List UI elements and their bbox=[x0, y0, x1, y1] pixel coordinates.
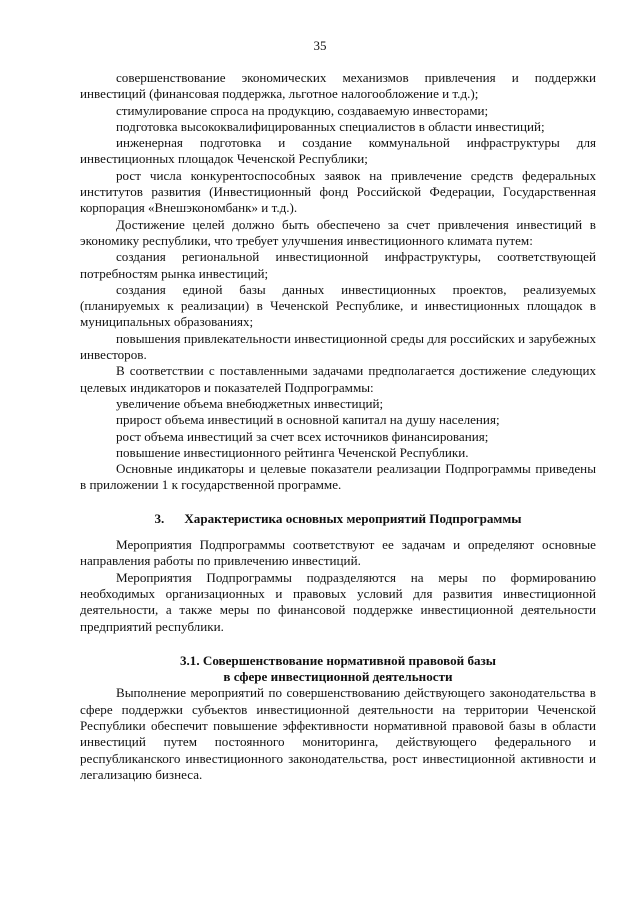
paragraph: В соответствии с поставленными задачами предполагается достижение следующих целевых индикаторов и показателей Подпрограммы: bbox=[80, 363, 596, 395]
paragraph: Мероприятия Подпрограммы подразделяются на меры по формированию необходимых организационных и правовых условий для развития инвестиционной деятельности, а также меры по финансовой поддержке инвестиционной деятельности предприятий республики. bbox=[80, 569, 596, 634]
section-3-1-heading bbox=[80, 653, 596, 686]
paragraph: создания единой базы данных инвестиционных проектов, реализуемых (планируемых к реализации) в Чеченской Республике, и инвестиционных площадок в муниципальных образованиях; bbox=[80, 281, 596, 330]
paragraph: Достижение целей должно быть обеспечено за счет привлечения инвестиций в экономику республики, что требует улучшения инвестиционного климата путем: bbox=[80, 216, 596, 248]
paragraph: создания региональной инвестиционной инфраструктуры, соответствующей потребностям рынка инвестиций; bbox=[80, 249, 596, 281]
section-3-number: 3. bbox=[154, 510, 165, 526]
paragraph: рост числа конкурентоспособных заявок на привлечение средств федеральных институтов развития (Инвестиционный фонд Российской Федерации, Государственная корпорация «Внешэкономбанк» и т.д.). bbox=[80, 167, 596, 216]
section-3-1-title-line1: 3.1. Совершенствование нормативной правовой базы bbox=[179, 652, 497, 668]
paragraph: инженерная подготовка и создание коммунальной инфраструктуры для инвестиционных площадок Чеченской Республики; bbox=[80, 135, 596, 167]
section-3-1-title-line2: в сфере инвестиционной деятельности bbox=[223, 669, 453, 685]
document-body bbox=[80, 70, 596, 783]
paragraph: стимулирование спроса на продукцию, создаваемую инвесторами; bbox=[116, 102, 489, 118]
paragraph: рост объема инвестиций за счет всех источников финансирования; bbox=[116, 428, 489, 444]
paragraph: подготовка высококвалифицированных специалистов в области инвестиций; bbox=[116, 118, 545, 134]
section-3-title: Характеристика основных мероприятий Подпрограммы bbox=[184, 510, 522, 526]
paragraph: Мероприятия Подпрограммы соответствуют ее задачам и определяют основные направления работы по привлечению инвестиций. bbox=[80, 537, 596, 569]
paragraph: повышение инвестиционного рейтинга Чеченской Республики. bbox=[116, 444, 469, 460]
section-3-heading bbox=[80, 511, 596, 527]
paragraph: прирост объема инвестиций в основной капитал на душу населения; bbox=[116, 412, 500, 428]
paragraph: повышения привлекательности инвестиционной среды для российских и зарубежных инвесторов. bbox=[80, 330, 596, 363]
paragraph: Выполнение мероприятий по совершенствованию действующего законодательства в сфере поддержки субъектов инвестиционной деятельности на территории Чеченской Республики обеспечит повышение эффективности нормативной правовой базы в области инвестиций путем постоянного мониторинга, действующего федерального и республиканского инвестиционного законодательства, рост инвестиционной активности и легализацию бизнеса. bbox=[80, 685, 596, 782]
paragraph: совершенствование экономических механизмов привлечения и поддержки инвестиций (финансовая поддержка, льготное налогообложение и т.д.); bbox=[80, 70, 596, 102]
paragraph: Основные индикаторы и целевые показатели реализации Подпрограммы приведены в приложении 1 к государственной программе. bbox=[80, 461, 596, 493]
page-number: 35 bbox=[313, 38, 327, 53]
paragraph: увеличение объема внебюджетных инвестиций; bbox=[116, 395, 384, 411]
